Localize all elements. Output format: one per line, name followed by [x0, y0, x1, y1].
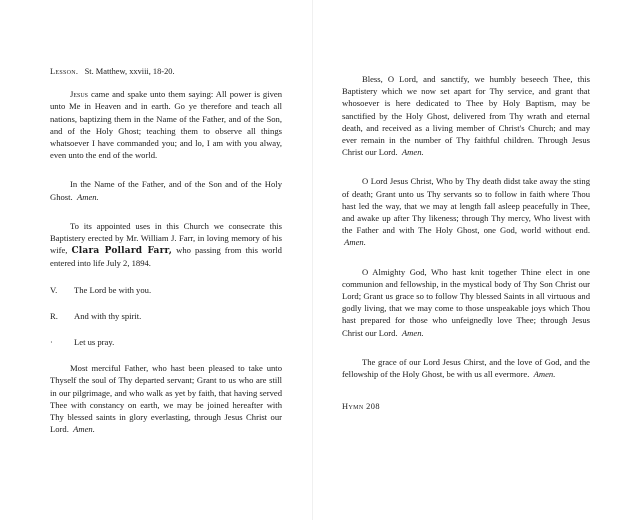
right-page: [312, 0, 625, 520]
prayer-communion-of-saints-text: O Almighty God, Who hast knit together Thine elect in one communion and fellowship, in the mystical body of Thy Son Christ our Lord; Grant us grace so to follow Thy blessed Saints in all virtuous and godly living, that we may come to those unspeakable joys which Thou hast prepared for those who unfeignedly love Thee; through Jesus Christ our Lord.: [342, 266, 590, 338]
left-page-text: [50, 66, 282, 435]
the-grace-amen: Amen.: [533, 369, 556, 380]
versicle-text: The Lord be with you.: [74, 284, 152, 295]
invocation: [50, 178, 282, 202]
collect-departed: [50, 362, 282, 435]
baptistery-blessing-amen: Amen.: [401, 147, 424, 158]
lesson-body: came and spake unto them saying: All power is given unto Me in Heaven and in earth. Go ye therefore and teach all nations, baptizing them in the Name of the Father, and of the Son, and of the Holy Ghost; teaching them to observe all things whatsoever I have commanded you; and lo, I am with you alway, even unto the end of the world.: [50, 89, 282, 161]
prayer-communion-of-saints-amen: Amen.: [401, 327, 424, 338]
right-page-text: [342, 73, 590, 413]
prayer-communion-of-saints: [342, 266, 590, 339]
the-grace-text: The grace of our Lord Jesus Chirst, and the love of God, and the fellowship of the Holy Ghost, be with us all evermore.: [342, 356, 590, 380]
collect-departed-text: Most merciful Father, who hast been pleased to take unto Thyself the soul of Thy departed servant; Grant to us who are still in our pilgrimage, and who walk as yet by faith, that having served Thee with constancy on earth, we may be joined hereafter with Thy blessed saints in glory everlasting, through Jesus Christ our Lord.: [50, 363, 282, 435]
pray-mark: ·: [50, 337, 53, 348]
invocation-amen: Amen.: [76, 191, 99, 202]
lesson-text: [50, 88, 282, 161]
the-grace: [342, 356, 590, 380]
response: [50, 310, 282, 322]
prayer-sting-of-death: [342, 175, 590, 248]
prayer-sting-of-death-amen: Amen.: [344, 237, 366, 248]
dedication-after: who passing from this world entered into life July 2, 1894.: [50, 245, 282, 269]
dedication: [50, 220, 282, 270]
lesson-reference: St. Matthew, xxviii, 18-20.: [84, 67, 175, 76]
prayer-sting-of-death-text: O Lord Jesus Christ, Who by Thy death didst take away the sting of death; Grant unto us Thy servants so to follow in faith where Thou hast led the way, that we may at length fall asleep peacefully in Thee, and awake up after Thy likeness; through Thy mercy, Who livest with the Father and with The Holy Ghost, one God, world without end.: [342, 176, 590, 236]
baptistery-blessing: [342, 73, 590, 158]
hymn-number: Hymn 208: [342, 402, 380, 412]
dedication-before: To its appointed uses in this Church we consecrate this Baptistery erected by Mr. William J. Farr, in loving memory of his wife,: [50, 220, 282, 256]
baptistery-blessing-text: Bless, O Lord, and sanctify, we humbly beseech Thee, this Baptistery which we now set apart for Thy service, and grant that whosoever is here dedicated to Thee by Holy Baptism, may be sanctified by the Holy Ghost, delivered from Thy wrath and eternal death, and received as a living member of Christ's Church; and may ever remain in the number of Thy faithful children. Through Jesus Christ our Lord.: [342, 74, 590, 158]
lesson-heading: [50, 66, 282, 78]
lesson-first-word: Jesus: [70, 89, 89, 100]
let-us-pray: [50, 336, 282, 348]
collect-departed-amen: Amen.: [73, 424, 95, 435]
pray-text: Let us pray.: [74, 337, 115, 348]
response-text: And with thy spirit.: [74, 310, 142, 321]
dedication-name: Clara Pollard Farr,: [71, 246, 173, 257]
versicle: [50, 284, 282, 296]
invocation-text: In the Name of the Father, and of the Son and of the Holy Ghost.: [50, 179, 282, 202]
versicle-mark: V.: [50, 284, 58, 295]
response-mark: R.: [50, 310, 58, 321]
lesson-label: Lesson.: [50, 67, 79, 76]
left-page: [0, 0, 312, 520]
